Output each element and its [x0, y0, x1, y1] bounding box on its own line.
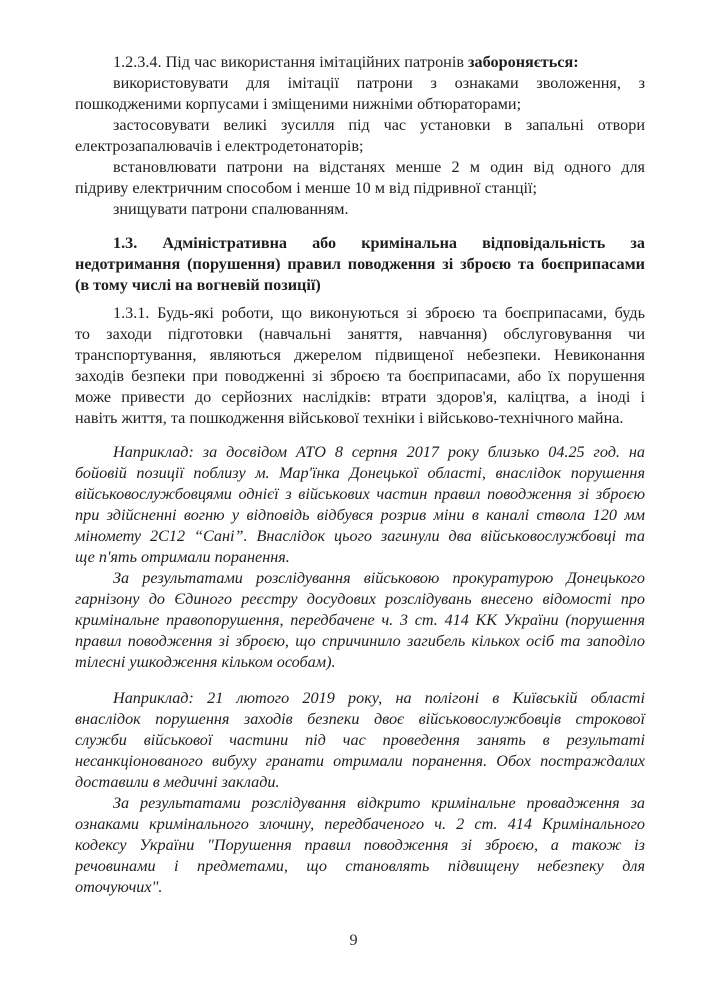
text-line: навіть життя, та пошкодження військової техніки і військово-технічного майна. [75, 409, 624, 427]
text-line: тілесні ушкодження кільком особам). [75, 653, 336, 671]
text-line: транспортування, являються джерелом підвищеної небезпеки. Невиконання [75, 346, 645, 364]
text-line: застосовувати великі зусилля під час установки в запальні отвори [113, 116, 645, 134]
text-line: ознаками кримінального злочину, передбаченого ч. 2 ст. 414 Кримінального [75, 815, 645, 833]
text-line: оточуючих". [75, 878, 163, 896]
investigation-2019-paragraph [75, 793, 645, 898]
example-ato-2017-paragraph [75, 442, 645, 568]
page-text-content [75, 52, 645, 898]
text-line: 1.3.1. Будь-які роботи, що виконуються зі зброєю та боєприпасами, будь [113, 304, 645, 322]
text-line: доставили в медичні заклади. [75, 773, 280, 791]
text-line: знищувати патрони спалюванням. [113, 200, 349, 218]
text-line: пошкодженими корпусами і зміщеними нижніми обтюраторами; [75, 95, 522, 113]
text-line: кримінальне правопорушення, передбачене ч. 3 ст. 414 КК України (порушення [75, 611, 645, 629]
section-heading-1-3 [75, 233, 645, 296]
paragraph-1-2-3-4-lead: 1.2.3.4. Під час використання імітаційних патронів [113, 53, 469, 71]
page-number: 9 [349, 931, 358, 949]
text-line: гарнізону до Єдиного реєстру досудових розслідувань внесено відомості про [75, 590, 645, 608]
text-line: Наприклад: 21 лютого 2019 року, на полігоні в Київській області [113, 689, 645, 707]
paragraph-1-2-3-4-emphasis: забороняється: [468, 53, 579, 71]
text-line: електрозапалювачів і електродетонаторів; [75, 137, 364, 155]
text-line: Наприклад: за досвідом АТО 8 серпня 2017 року близько 04.25 год. на [113, 443, 645, 461]
example-kyiv-2019-paragraph [75, 688, 645, 793]
text-line: військовослужбовцями однієї з військових частин правил поводження зі зброєю [75, 485, 645, 503]
text-line: бойовій позиції поблизу м. Мар'їнка Донецької області, внаслідок порушення [75, 464, 645, 482]
text-line: 1.3. Адміністративна або кримінальна відповідальність за [113, 234, 645, 252]
prohibited-item-moistened-cartridges [75, 73, 645, 115]
text-line: використовувати для імітації патрони з ознаками зволоження, з [113, 74, 645, 92]
text-line: підриву електричним способом і менше 10 м від підривної станції; [75, 179, 538, 197]
text-line: несанкціонованого вибуху гранати отримали поранення. Обох постраждалих [75, 752, 645, 770]
prohibited-item-burning-destruction [75, 199, 645, 220]
prohibited-item-excessive-force [75, 115, 645, 157]
text-line: внаслідок порушення заходів безпеки двоє військовослужбовців строкової [75, 710, 645, 728]
text-line: речовинами і предметами, що становлять підвищену небезпеку для [75, 857, 645, 875]
prohibited-item-minimum-distances [75, 157, 645, 199]
text-line: кодексу України "Порушення правил поводження зі зброєю, а також із [75, 836, 645, 854]
text-line: міномету 2С12 “Сані”. Внаслідок цього загинули два військовослужбовці та [75, 527, 645, 545]
text-line: За результатами розслідування військовою прокуратурою Донецького [113, 569, 645, 587]
text-line: заходів безпеки при поводженні зі зброєю та боєприпасами, або їх порушення [75, 367, 645, 385]
paragraph-1-3-1 [75, 303, 645, 429]
text-line: встановлювати патрони на відстанях менше 2 м один від одного для [113, 158, 645, 176]
text-line: служби військової частини під час проведення занять в результаті [75, 731, 645, 749]
text-line: За результатами розслідування відкрито кримінальне провадження за [113, 794, 645, 812]
text-line: недотримання (порушення) правил поводження зі зброєю та боєприпасами [75, 255, 645, 273]
paragraph-1-2-3-4 [75, 52, 645, 73]
investigation-2017-paragraph [75, 568, 645, 673]
text-line: (в тому числі на вогневій позиції) [75, 276, 321, 294]
text-line: то заходи підготовки (навчальні заняття, навчання) обслуговування чи [75, 325, 645, 343]
text-line: ще п'ять отримали поранення. [75, 548, 290, 566]
text-line: правил поводження зі зброєю, що спричинило загибель кількох осіб та заподіло [75, 632, 645, 650]
text-line: при здійсненні вогню у відповідь відбувся розрив міни в каналі ствола 120 мм [75, 506, 645, 524]
text-line: може привести до серйозних наслідків: втрати здоров'я, каліцтва, а іноді і [75, 388, 645, 406]
